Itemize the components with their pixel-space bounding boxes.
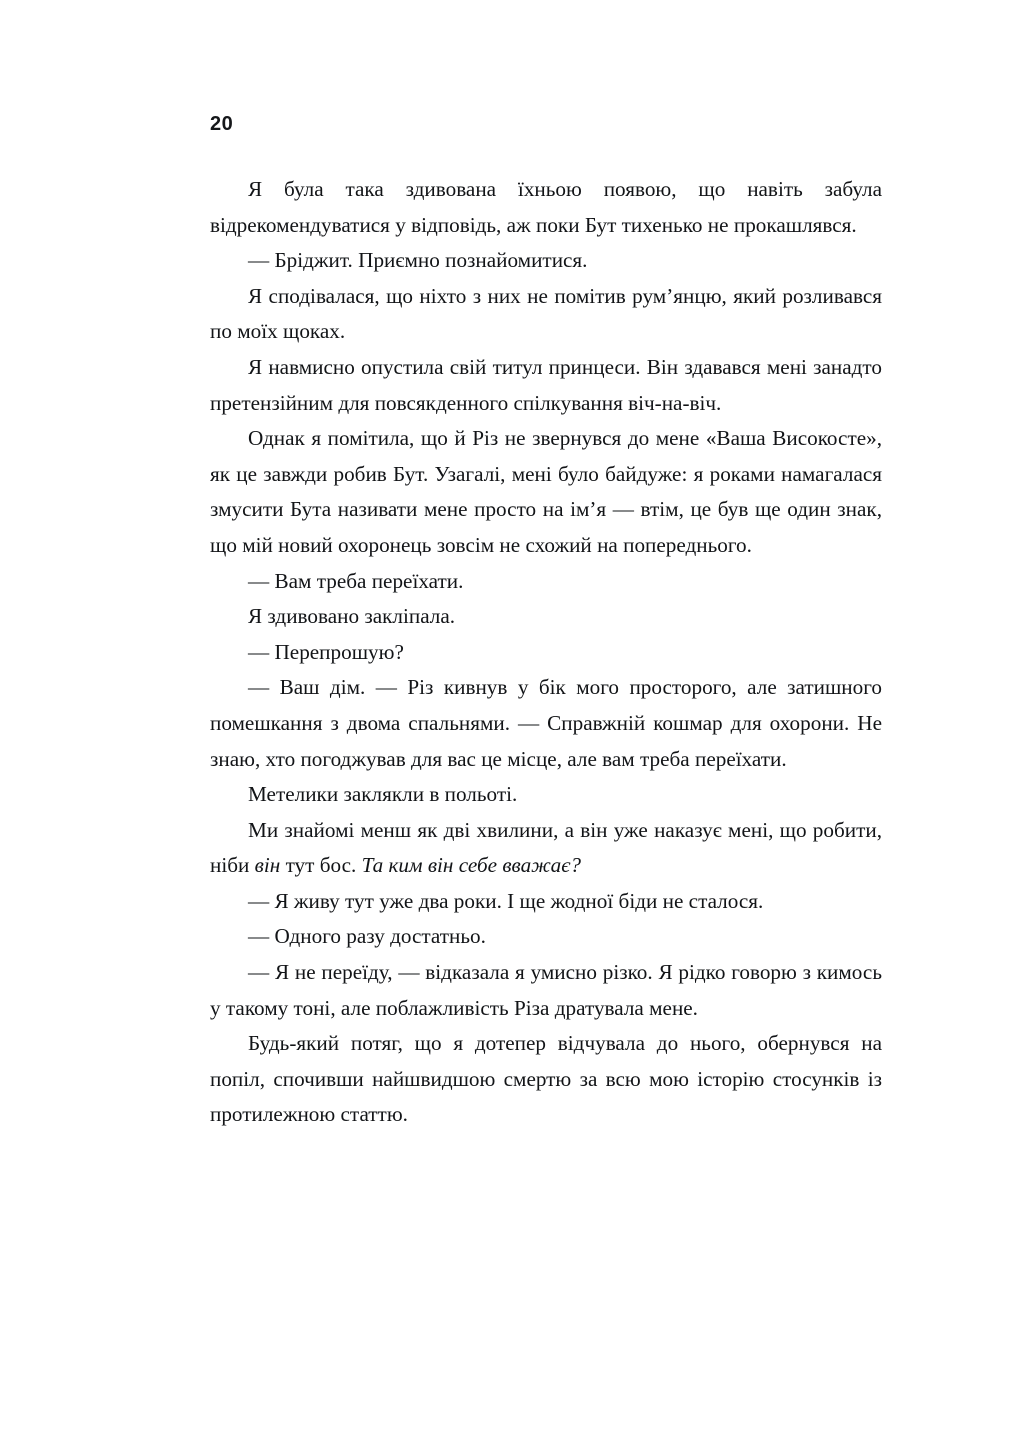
dialogue-line: — Вам треба переїхати. xyxy=(248,568,464,593)
dialogue-line: — Перепрошую? xyxy=(248,639,404,664)
paragraph: Я здивовано закліпала. xyxy=(248,604,456,629)
page-number: 20 xyxy=(210,113,234,135)
paragraph: Будь-який потяг, що я дотепер відчувала до нього, обернувся на попіл, спочивши найшвидшою смертю за всю мою історію стосунків із протилежною статтю. xyxy=(210,1031,882,1127)
dialogue-line: — Я живу тут уже два роки. І ще жодної біди не сталося. xyxy=(248,888,764,913)
emphasized-text: Та ким він себе вважає? xyxy=(361,853,582,878)
paragraph: Я навмисно опустила свій титул принцеси. Він здавався мені занадто претензійним для повсякденного спілкування віч-на-віч. xyxy=(210,354,882,415)
dialogue-line: — Ваш дім. — Різ кивнув у бік мого просторого, але затишного помешкання з двома спальнями. — Справжній кошмар для охорони. Не знаю, хто погоджував для вас це місце, але вам треба переїхати. xyxy=(210,675,882,771)
emphasized-text: він xyxy=(254,853,281,878)
paragraph-with-emphasis: Ми знайомі менш як дві хвилини, а він уже наказує мені, що робити, ніби він тут бос. Та ким він себе вважає? xyxy=(210,817,882,878)
paragraph: Метелики заклякли в польоті. xyxy=(248,782,518,807)
paragraph: Я сподівалася, що ніхто з них не помітив рум’янцю, який розливався по моїх щоках. xyxy=(210,283,882,344)
dialogue-line: — Бріджит. Приємно познайомитися. xyxy=(248,248,588,273)
dialogue-line: — Я не переїду, — відказала я умисно різко. Я рідко говорю з кимось у такому тоні, але поблажливість Різа дратувала мене. xyxy=(210,960,882,1020)
dialogue-line: — Одного разу достатньо. xyxy=(248,924,486,949)
body-text-block xyxy=(210,172,882,1133)
paragraph: Однак я помітила, що й Різ не звернувся до мене «Ваша Високосте», як це завжди робив Бут. Узагалі, мені було байдуже: я роками намагалася змусити Бута називати мене просто на ім’я — втім, це був ще один знак, що мій новий охоронець зовсім не схожий на попереднього. xyxy=(210,426,882,557)
paragraph: Я була така здивована їхньою появою, що навіть забула відрекомендуватися у відповідь, аж поки Бут тихенько не прокашлявся. xyxy=(210,177,882,237)
